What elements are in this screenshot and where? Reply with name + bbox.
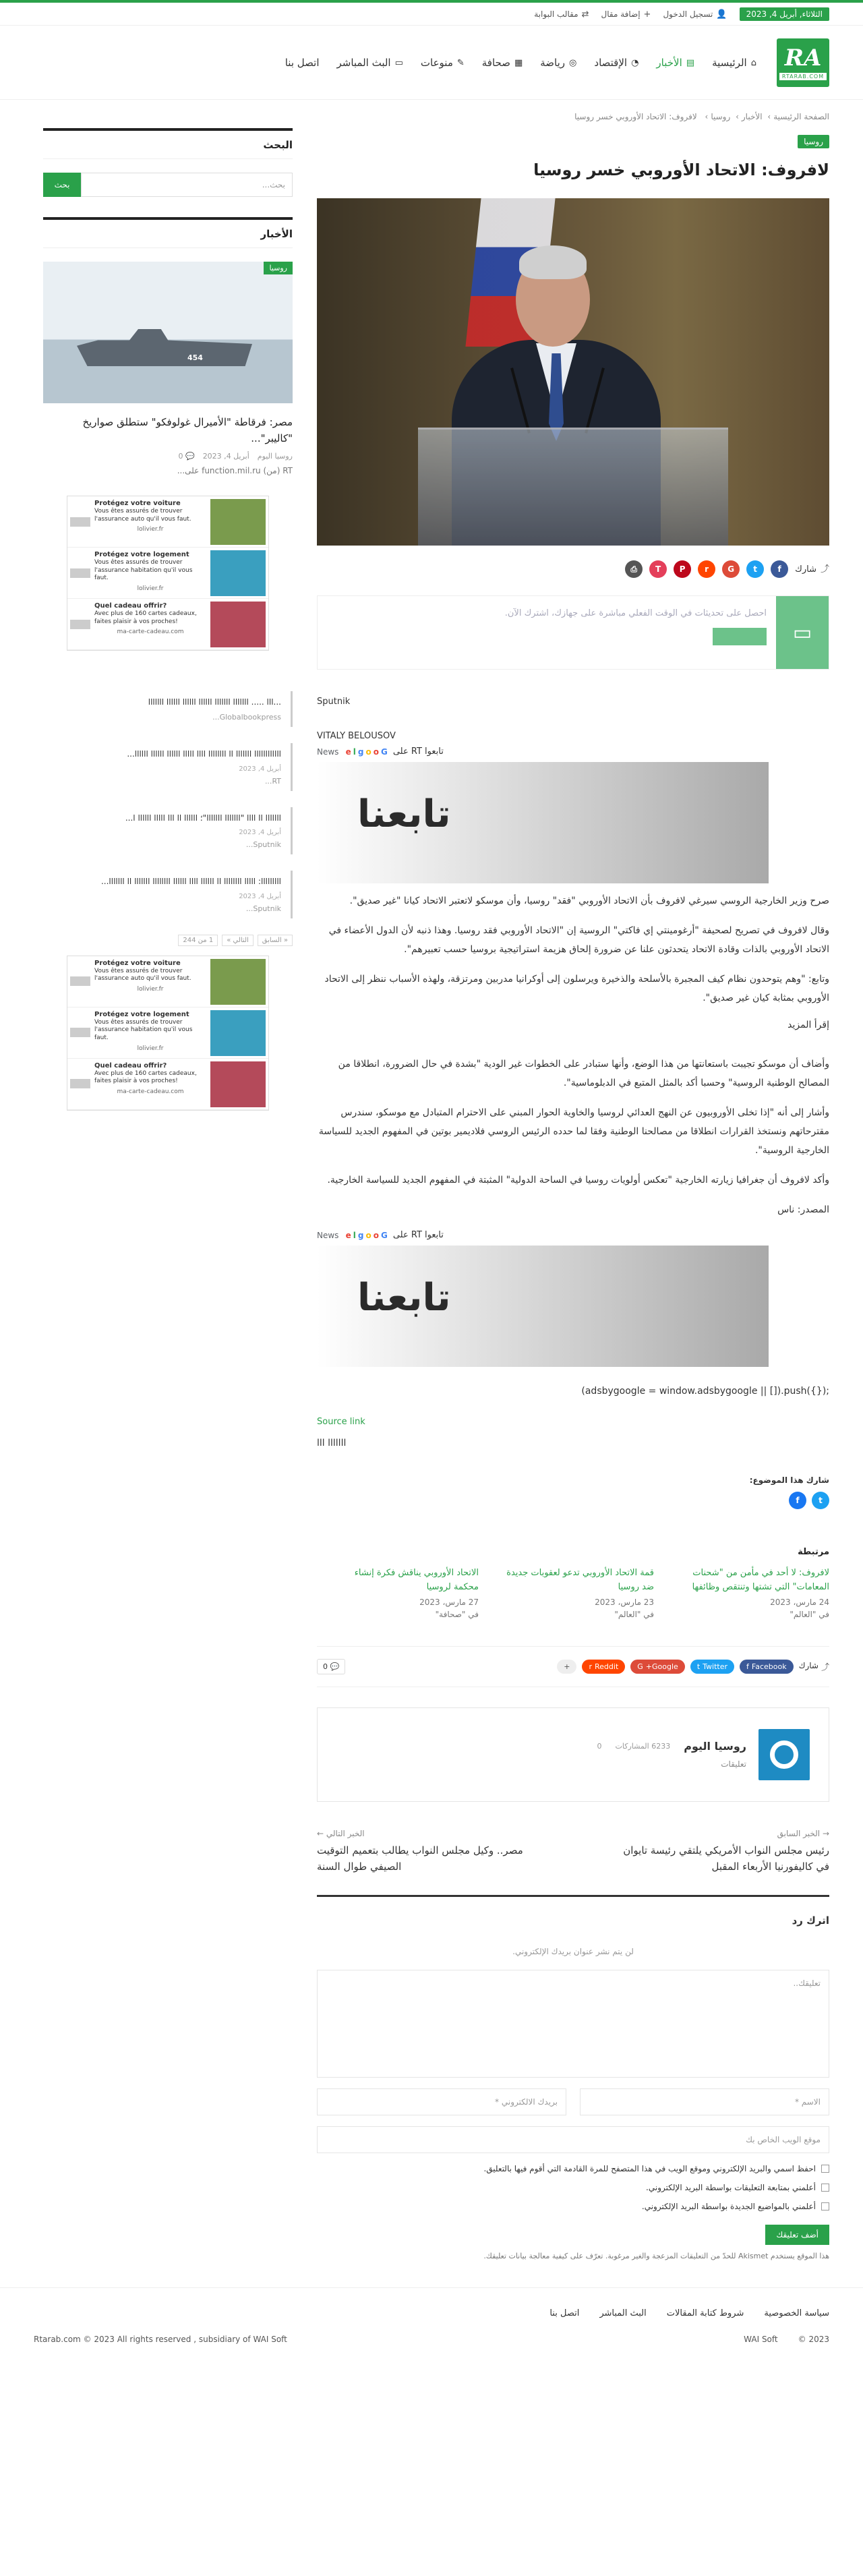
ad-block[interactable]: Protégez votre voiture Vous êtes assurés de trouver l'assurance auto qu'il vous faut. lolivier.fr Protégez votre logement Vous êtes assurés de trouver l'assurance habitation qu'il vous faut. lolivier.fr Quel cadeau offrir? Avec plus de 160 cartes cadeaux, faites plaisir à vos proches! ma-carte-cadeau.com xyxy=(67,496,269,651)
twitter-icon: t xyxy=(696,1662,701,1671)
sidebar-pager xyxy=(43,935,293,946)
search-input[interactable]: بحث... xyxy=(81,173,293,197)
read-more-link[interactable]: إقرأ المزيد xyxy=(787,1020,829,1030)
ad-image xyxy=(210,550,266,596)
nav-press[interactable]: ▦ صحافة xyxy=(481,57,523,69)
search-button[interactable]: بحث xyxy=(43,173,81,197)
pinterest-share-icon[interactable]: P xyxy=(674,560,691,578)
ad-logo xyxy=(70,620,90,629)
economy-icon: ◔ xyxy=(631,57,639,68)
comment-textarea[interactable]: تعليقك.. xyxy=(317,1970,829,2078)
home-icon: ⌂ xyxy=(750,57,756,68)
sidebar xyxy=(43,128,293,1138)
comment-form xyxy=(317,1914,829,2260)
source-top: Sputnik xyxy=(317,697,351,707)
ad-image xyxy=(210,499,266,545)
news-comments[interactable]: 💬 0 xyxy=(178,452,195,461)
footer-link-terms[interactable]: شروط كتابة المقالات xyxy=(666,2308,744,2318)
follow-banner[interactable]: تابعنا xyxy=(317,1246,769,1367)
google-button[interactable]: Google+ G xyxy=(630,1660,685,1674)
arrow-right-icon: → xyxy=(822,1828,829,1838)
google-news-link[interactable]: G o o g l e News xyxy=(317,1230,388,1240)
user-icon: 👤 xyxy=(716,9,727,20)
news-icon: ▤ xyxy=(686,57,695,68)
search-widget xyxy=(43,128,293,197)
email-field[interactable]: بريدك الالكتروني * xyxy=(317,2088,566,2115)
google-icon: G xyxy=(637,1662,643,1671)
ads-placeholder: ااااااا ااا xyxy=(317,1438,347,1448)
author-comments: 0 xyxy=(597,1742,602,1751)
paragraph: صرح وزير الخارجية الروسي سيرغي لافروف بأن الاتحاد الأوروبي "فقد" روسيا، وأن موسكو لاتعتبر الاتحاد كيانا "غير صديق". xyxy=(349,896,829,906)
notification-text: احصل على تحديثات في الوقت الفعلي مباشرة على جهازك، اشترك الآن. xyxy=(504,608,767,618)
breadcrumb-current: لافروف: الاتحاد الأوروبي خسر روسيا xyxy=(574,112,697,121)
prev-post-link[interactable]: → الخبر السابق رئيس مجلس النواب الأمريكي يلتقي رئيسة تايوان في كاليفورنيا الأربعاء المقبل xyxy=(623,1828,829,1873)
nav-misc[interactable]: ✎ منوعات xyxy=(420,57,465,69)
reply-title: اترك رد xyxy=(792,1914,829,1927)
print-share-icon[interactable]: ⎙ xyxy=(625,560,643,578)
comment-icon: 💬 xyxy=(185,452,195,461)
news-author[interactable]: روسيا اليوم xyxy=(257,452,293,461)
avatar[interactable] xyxy=(758,1729,810,1780)
follow-banner[interactable]: تابعنا xyxy=(317,762,769,883)
list-item[interactable]: ...ااا ..... ااااااا ااااااا اااااا اااااا اااااا ااااااا Globalbookpress... xyxy=(43,691,293,727)
paragraph: وتابع: "وهم يتوحدون نظام كيف المجبرة بالأسلحة والذخيرة ويرسلون إلى أوكرانيا مدربين ومرتزقة، ولهذه الأسباب ننظر إلى الاتحاد الأوروبي بمثابة كيان غير صديق". xyxy=(324,974,829,1003)
site-logo[interactable]: RA RTARAB.COM xyxy=(777,38,829,87)
top-bar xyxy=(0,0,863,26)
nav-sport[interactable]: ◎ رياضة xyxy=(540,57,577,69)
sport-icon: ◎ xyxy=(569,57,577,68)
nav-economy[interactable]: ◔ الإقتصاد xyxy=(594,57,639,69)
ad-logo xyxy=(70,568,90,578)
nav-live[interactable]: ▭ البث المباشر xyxy=(336,57,403,69)
photographer: VITALY BELOUSOV xyxy=(317,731,396,741)
ad-logo xyxy=(70,517,90,527)
news-badge[interactable]: روسيا xyxy=(264,262,293,274)
related-item[interactable]: لافروف: لا أحد في مأمن من "شحنات المعامات" التي تشتها وتنتقص وظائفها 24 مارس، 2023 في "العالم" xyxy=(692,1568,829,1619)
share-topic-label: شارك هذا الموضوع: xyxy=(749,1475,829,1485)
category-badge[interactable]: روسيا xyxy=(798,135,829,148)
share-bar-label: ⤴ شارك xyxy=(798,1660,829,1672)
author-posts: 6233 المشاركات xyxy=(615,1742,671,1751)
page-title: لافروف: الاتحاد الأوروبي خسر روسيا xyxy=(533,160,829,179)
featured-image xyxy=(317,198,829,546)
google-news-link[interactable]: G o o g l e News xyxy=(317,747,388,757)
subscribe-button[interactable] xyxy=(713,628,767,645)
related-item[interactable]: قمة الاتحاد الأوروبي تدعو لعقوبات جديدة ضد روسيا 23 مارس، 2023 في "العالم" xyxy=(506,1568,654,1619)
news-date: أبريل 4, 2023 xyxy=(202,452,249,461)
paragraph: وأضاف أن موسكو تجيبت باستعانتها من هذا الوضع، وأنها ستبادر على الخطوات غير الودية "بشدة في حال الضرورة، انطلاقا من المصالح الوطنية الروسية" وحسبا أكد بالمثل المتبع في الدبلوماسية". xyxy=(338,1059,829,1088)
reply-note: لن يتم نشر عنوان بريدك الإلكتروني. xyxy=(512,1946,634,1956)
follow-row: تابعوا RT على G o o g l e News xyxy=(317,1230,444,1240)
ad-code-text: (adsbygoogle = window.adsbygoogle || []).push({}); xyxy=(581,1386,829,1397)
footer-link-contact[interactable]: اتصل بنا xyxy=(549,2308,580,2318)
reddit-share-icon[interactable]: r xyxy=(698,560,715,578)
main-nav xyxy=(285,57,756,69)
share-icon: ⤴ xyxy=(820,564,829,575)
author-sub: تعليقات xyxy=(721,1759,746,1769)
share-bar xyxy=(317,1646,829,1687)
site-header xyxy=(0,26,863,100)
ad-logo xyxy=(70,1028,90,1037)
nav-home[interactable]: ⌂ الرئيسية xyxy=(712,57,756,69)
news-headline[interactable]: مصر: فرقاطة "الأميرال غولوفكو" ستطلق صواريخ "كاليبر"... xyxy=(82,416,293,444)
name-field[interactable]: الاسم * xyxy=(580,2088,829,2115)
shuffle-icon: ⇄ xyxy=(581,9,589,20)
site-footer xyxy=(0,2287,863,2364)
footer-brand[interactable]: WAI Soft xyxy=(744,2334,778,2344)
list-item[interactable]: ااااااااا: ااااا اااااااا اا اااااا اااا اااااا اااااااا ااااااا اا ااااااا... أبريل 4, 2023 Sputnik... xyxy=(43,871,293,918)
share-topic-icons xyxy=(317,1492,829,1509)
tumblr-share-icon[interactable]: T xyxy=(649,560,667,578)
news-excerpt: RT (من) function.mil.ru على... xyxy=(177,466,293,475)
facebook-share-icon[interactable]: f xyxy=(771,560,788,578)
twitter-button[interactable]: Twitter t xyxy=(690,1660,734,1674)
source-link[interactable]: Source link xyxy=(317,1417,365,1427)
add-article-link[interactable]: + إضافة مقال xyxy=(601,9,651,20)
ad-logo xyxy=(70,1079,90,1088)
ad-image xyxy=(210,1010,266,1056)
ad-logo xyxy=(70,976,90,986)
related-posts: مرتبطة لافروف: لا أحد في مأمن من "شحنات المعامات" التي تشتها وتنتقص وظائفها 24 مارس، 2023 في "العالم" قمة الاتحاد الأوروبي تدعو لعقوبات جديدة ضد روسيا 23 مارس، 2023 في "العالم" الاتحاد الأوروبي يناقش فكرة إنشاء محكمة لروسيا 27 مارس، 2023 في "صحافة" xyxy=(317,1547,829,1619)
reddit-button[interactable]: Reddit r xyxy=(582,1660,625,1674)
reddit-icon: r xyxy=(589,1662,592,1671)
facebook-icon: f xyxy=(746,1662,749,1671)
nav-contact[interactable]: اتصل بنا xyxy=(285,57,320,69)
comment-icon: 💬 xyxy=(330,1662,340,1671)
current-date: الثلاثاء, أبريل 4, 2023 xyxy=(740,7,829,21)
author-box xyxy=(317,1707,829,1802)
twitter-share-icon[interactable]: t xyxy=(746,560,764,578)
chat-icon: ▭ xyxy=(776,596,829,669)
share-label: ⤴ شارك xyxy=(795,564,829,575)
ad-image xyxy=(210,602,266,647)
arrow-left-icon: ← xyxy=(317,1828,324,1838)
breadcrumb-home[interactable]: الصفحة الرئيسية xyxy=(773,112,829,121)
twitter-icon[interactable]: t xyxy=(812,1492,829,1509)
footer-link-live[interactable]: البث المباشر xyxy=(599,2308,647,2318)
breadcrumb-russia[interactable]: روسيا xyxy=(711,112,731,121)
save-info-checkbox[interactable]: احفظ اسمي والبريد الإلكتروني وموقع الويب في هذا المتصفح للمرة القادمة التي أقوم فيها بالتعليق. xyxy=(317,2164,829,2173)
google-share-icon[interactable]: G xyxy=(722,560,740,578)
article-main xyxy=(317,128,829,2287)
share-icon: ⤴ xyxy=(821,1662,829,1672)
source-bottom: المصدر: ناس xyxy=(777,1204,829,1215)
post-navigation xyxy=(317,1829,829,1897)
akismet-note: هذا الموقع يستخدم Akismet للحدّ من التعليقات المزعجة والغير مرغوبة. تعرّف على كيفية معالجة بيانات تعليقك. xyxy=(483,2251,829,2260)
share-row xyxy=(317,560,829,578)
news-thumbnail[interactable]: 454 روسيا xyxy=(43,262,293,403)
more-share-button[interactable]: + xyxy=(557,1660,576,1674)
search-widget-title: البحث xyxy=(43,128,293,159)
list-item[interactable]: اااااااااااا ااااااا اا اااااااا اااا ااااا اااااا اااااا اااااا... أبريل 4, 2023 RT... xyxy=(43,743,293,790)
plus-icon: + xyxy=(643,9,651,20)
follow-posts-checkbox[interactable]: أعلمني بالمواضيع الجديدة بواسطة البريد الإلكتروني. xyxy=(317,2202,829,2211)
news-widget-title: الأخبار xyxy=(43,217,293,248)
website-field[interactable]: موقع الويب الخاص بك xyxy=(317,2126,829,2153)
tv-icon: ▭ xyxy=(394,57,403,68)
paragraph: وأشار إلى أنه "إذا تخلى الأوروبيون عن النهج العدائي لروسيا والخاوية الحوار المبني على الاحترام المتبادل مع موسكو، سندرس مقترحاتهم ونستخذ القرارات انطلاقا من مصالحنا الوطنية وفقا لما حدده الرئيس الروسي فلاديمير بوتين في المفهوم الجديد للسياسة الخارجية الروسية". xyxy=(318,1107,829,1156)
login-link[interactable]: 👤 تسجيل الدخول xyxy=(663,9,727,20)
submit-comment-button[interactable]: أضف تعليقك xyxy=(765,2225,829,2245)
misc-icon: ✎ xyxy=(456,57,465,68)
copyright: Rtarab.com © 2023 All rights reserved , subsidiary of WAI Soft xyxy=(34,2334,287,2344)
follow-row: تابعوا RT على G o o g l e News xyxy=(317,747,444,757)
footer-year: 2023 © xyxy=(798,2334,829,2344)
notification-box xyxy=(317,595,829,670)
comment-count[interactable]: 💬 0 xyxy=(317,1659,345,1674)
news-widget xyxy=(43,217,293,475)
pager-next[interactable]: التالي » xyxy=(222,935,254,946)
pager-prev[interactable]: « السابق xyxy=(258,935,293,946)
author-name[interactable]: روسيا اليوم xyxy=(684,1740,746,1753)
ad-block[interactable]: Protégez votre voiture Vous êtes assurés de trouver l'assurance auto qu'il vous faut. lolivier.fr Protégez votre logement Vous êtes assurés de trouver l'assurance habitation qu'il vous faut. lolivier.fr Quel cadeau offrir? Avec plus de 160 cartes cadeaux, faites plaisir à vos proches! ma-carte-cadeau.com xyxy=(67,956,269,1111)
paragraph: وأكد لافروف أن جغرافيا زيارته الخارجية "تعكس أولويات روسيا في الساحة الدولية" المثبتة في المفهوم الجديد للسياسة الخارجية. xyxy=(327,1175,829,1185)
ad-image xyxy=(210,959,266,1005)
nav-news[interactable]: ▤ الأخبار xyxy=(656,57,695,69)
pager-count: 1 من 244 xyxy=(178,935,218,946)
facebook-button[interactable]: Facebook f xyxy=(740,1660,794,1674)
breadcrumb-news[interactable]: الأخبار xyxy=(741,112,763,121)
breadcrumb: الصفحة الرئيسية› الأخبار› روسيا› لافروف: الاتحاد الأوروبي خسر روسيا xyxy=(574,112,829,121)
list-item[interactable]: ااااااا اا اااا "ااااااا ااااااا"؛ اااااا اا ااا ااااا اااااا ا... أبريل 4, 2023 Sputnik... xyxy=(43,807,293,854)
press-icon: ▦ xyxy=(514,57,523,68)
facebook-icon[interactable]: f xyxy=(789,1492,806,1509)
ad-image xyxy=(210,1061,266,1107)
paragraph: وقال لافروف في تصريح لصحيفة "أرغومينتي إي فاكتي" الروسية إن "الاتحاد الأوروبي فقد روسيا. وهذا ذنبه لأن الدول الأعضاء في الاتحاد الأوروبي بالذات وقادة الاتحاد يتحدثون علنا عن ضرورة إلحاق هزيمة استراتيجية بروسيا حسب تعبيرهم". xyxy=(328,925,829,955)
follow-comments-checkbox[interactable]: أعلمني بمتابعة التعليقات بواسطة البريد الإلكتروني. xyxy=(317,2183,829,2192)
footer-link-privacy[interactable]: سياسة الخصوصية xyxy=(764,2308,829,2318)
random-link[interactable]: ⇄ مقالب البوابة xyxy=(534,9,589,20)
next-post-link[interactable]: الخبر التالي ← مصر.. وكيل مجلس النواب يطالب بتعميم التوقيت الصيفي طوال السنة xyxy=(317,1828,523,1873)
related-item[interactable]: الاتحاد الأوروبي يناقش فكرة إنشاء محكمة لروسيا 27 مارس، 2023 في "صحافة" xyxy=(354,1568,479,1619)
